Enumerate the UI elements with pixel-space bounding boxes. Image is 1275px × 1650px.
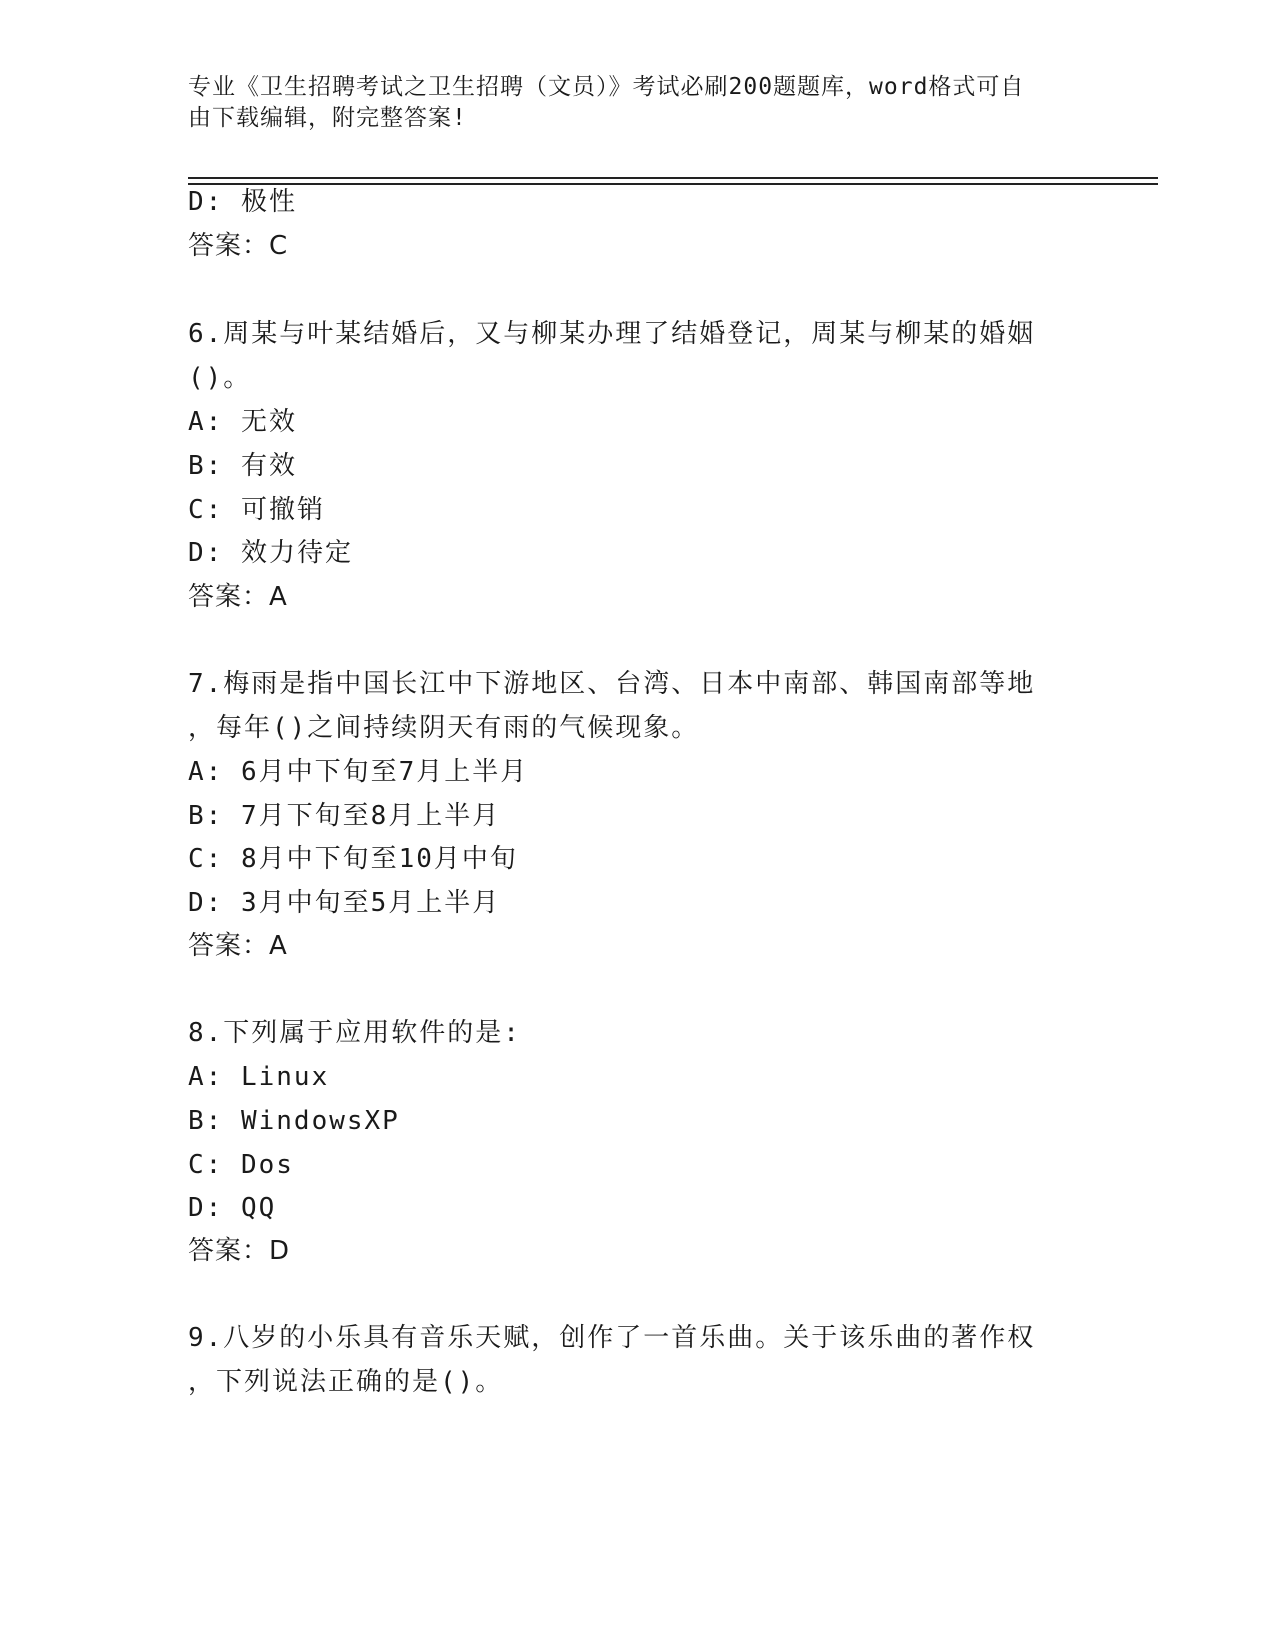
header-divider-top [188, 177, 1158, 179]
question-7-answer: 答案：A [188, 931, 288, 961]
question-7-stem-line-2: ，每年()之间持续阴天有雨的气候现象。 [188, 713, 700, 743]
header-divider-bottom [188, 183, 1158, 185]
question-8-stem-line-1: 8.下列属于应用软件的是: [188, 1018, 521, 1048]
question-7-option-d: D: 3月中旬至5月上半月 [188, 888, 501, 918]
question-6-answer: 答案：A [188, 582, 288, 612]
question-6-option-d: D: 效力待定 [188, 538, 353, 568]
question-7-option-b: B: 7月下旬至8月上半月 [188, 801, 501, 831]
option-d: D: 极性 [188, 187, 297, 217]
answer-label: 答案：C [188, 231, 289, 261]
question-6-stem-line-2: ()。 [188, 363, 252, 393]
question-6-option-b: B: 有效 [188, 451, 297, 481]
question-6-option-c: C: 可撤销 [188, 495, 325, 525]
question-7-option-c: C: 8月中下旬至10月中旬 [188, 844, 518, 874]
question-8-option-d: D: QQ [188, 1193, 277, 1223]
question-9-stem-line-1: 9.八岁的小乐具有音乐天赋，创作了一首乐曲。关于该乐曲的著作权 [188, 1323, 1036, 1353]
question-8-option-a: A: Linux [188, 1062, 330, 1092]
question-8-option-c: C: Dos [188, 1150, 294, 1180]
document-title-line-1: 专业《卫生招聘考试之卫生招聘（文员）》考试必刷200题题库，word格式可自 [188, 74, 1025, 100]
question-8-option-b: B: WindowsXP [188, 1106, 400, 1136]
question-7-option-a: A: 6月中下旬至7月上半月 [188, 757, 529, 787]
document-title [188, 72, 1068, 134]
question-8-answer: 答案：D [188, 1236, 291, 1266]
question-6-stem-line-1: 6.周某与叶某结婚后，又与柳某办理了结婚登记，周某与柳某的婚姻 [188, 319, 1036, 349]
document-title-line-2: 由下载编辑，附完整答案! [188, 105, 467, 131]
question-7-stem-line-1: 7.梅雨是指中国长江中下游地区、台湾、日本中南部、韩国南部等地 [188, 669, 1036, 699]
question-6-option-a: A: 无效 [188, 407, 297, 437]
question-9-stem-line-2: ，下列说法正确的是()。 [188, 1367, 504, 1397]
